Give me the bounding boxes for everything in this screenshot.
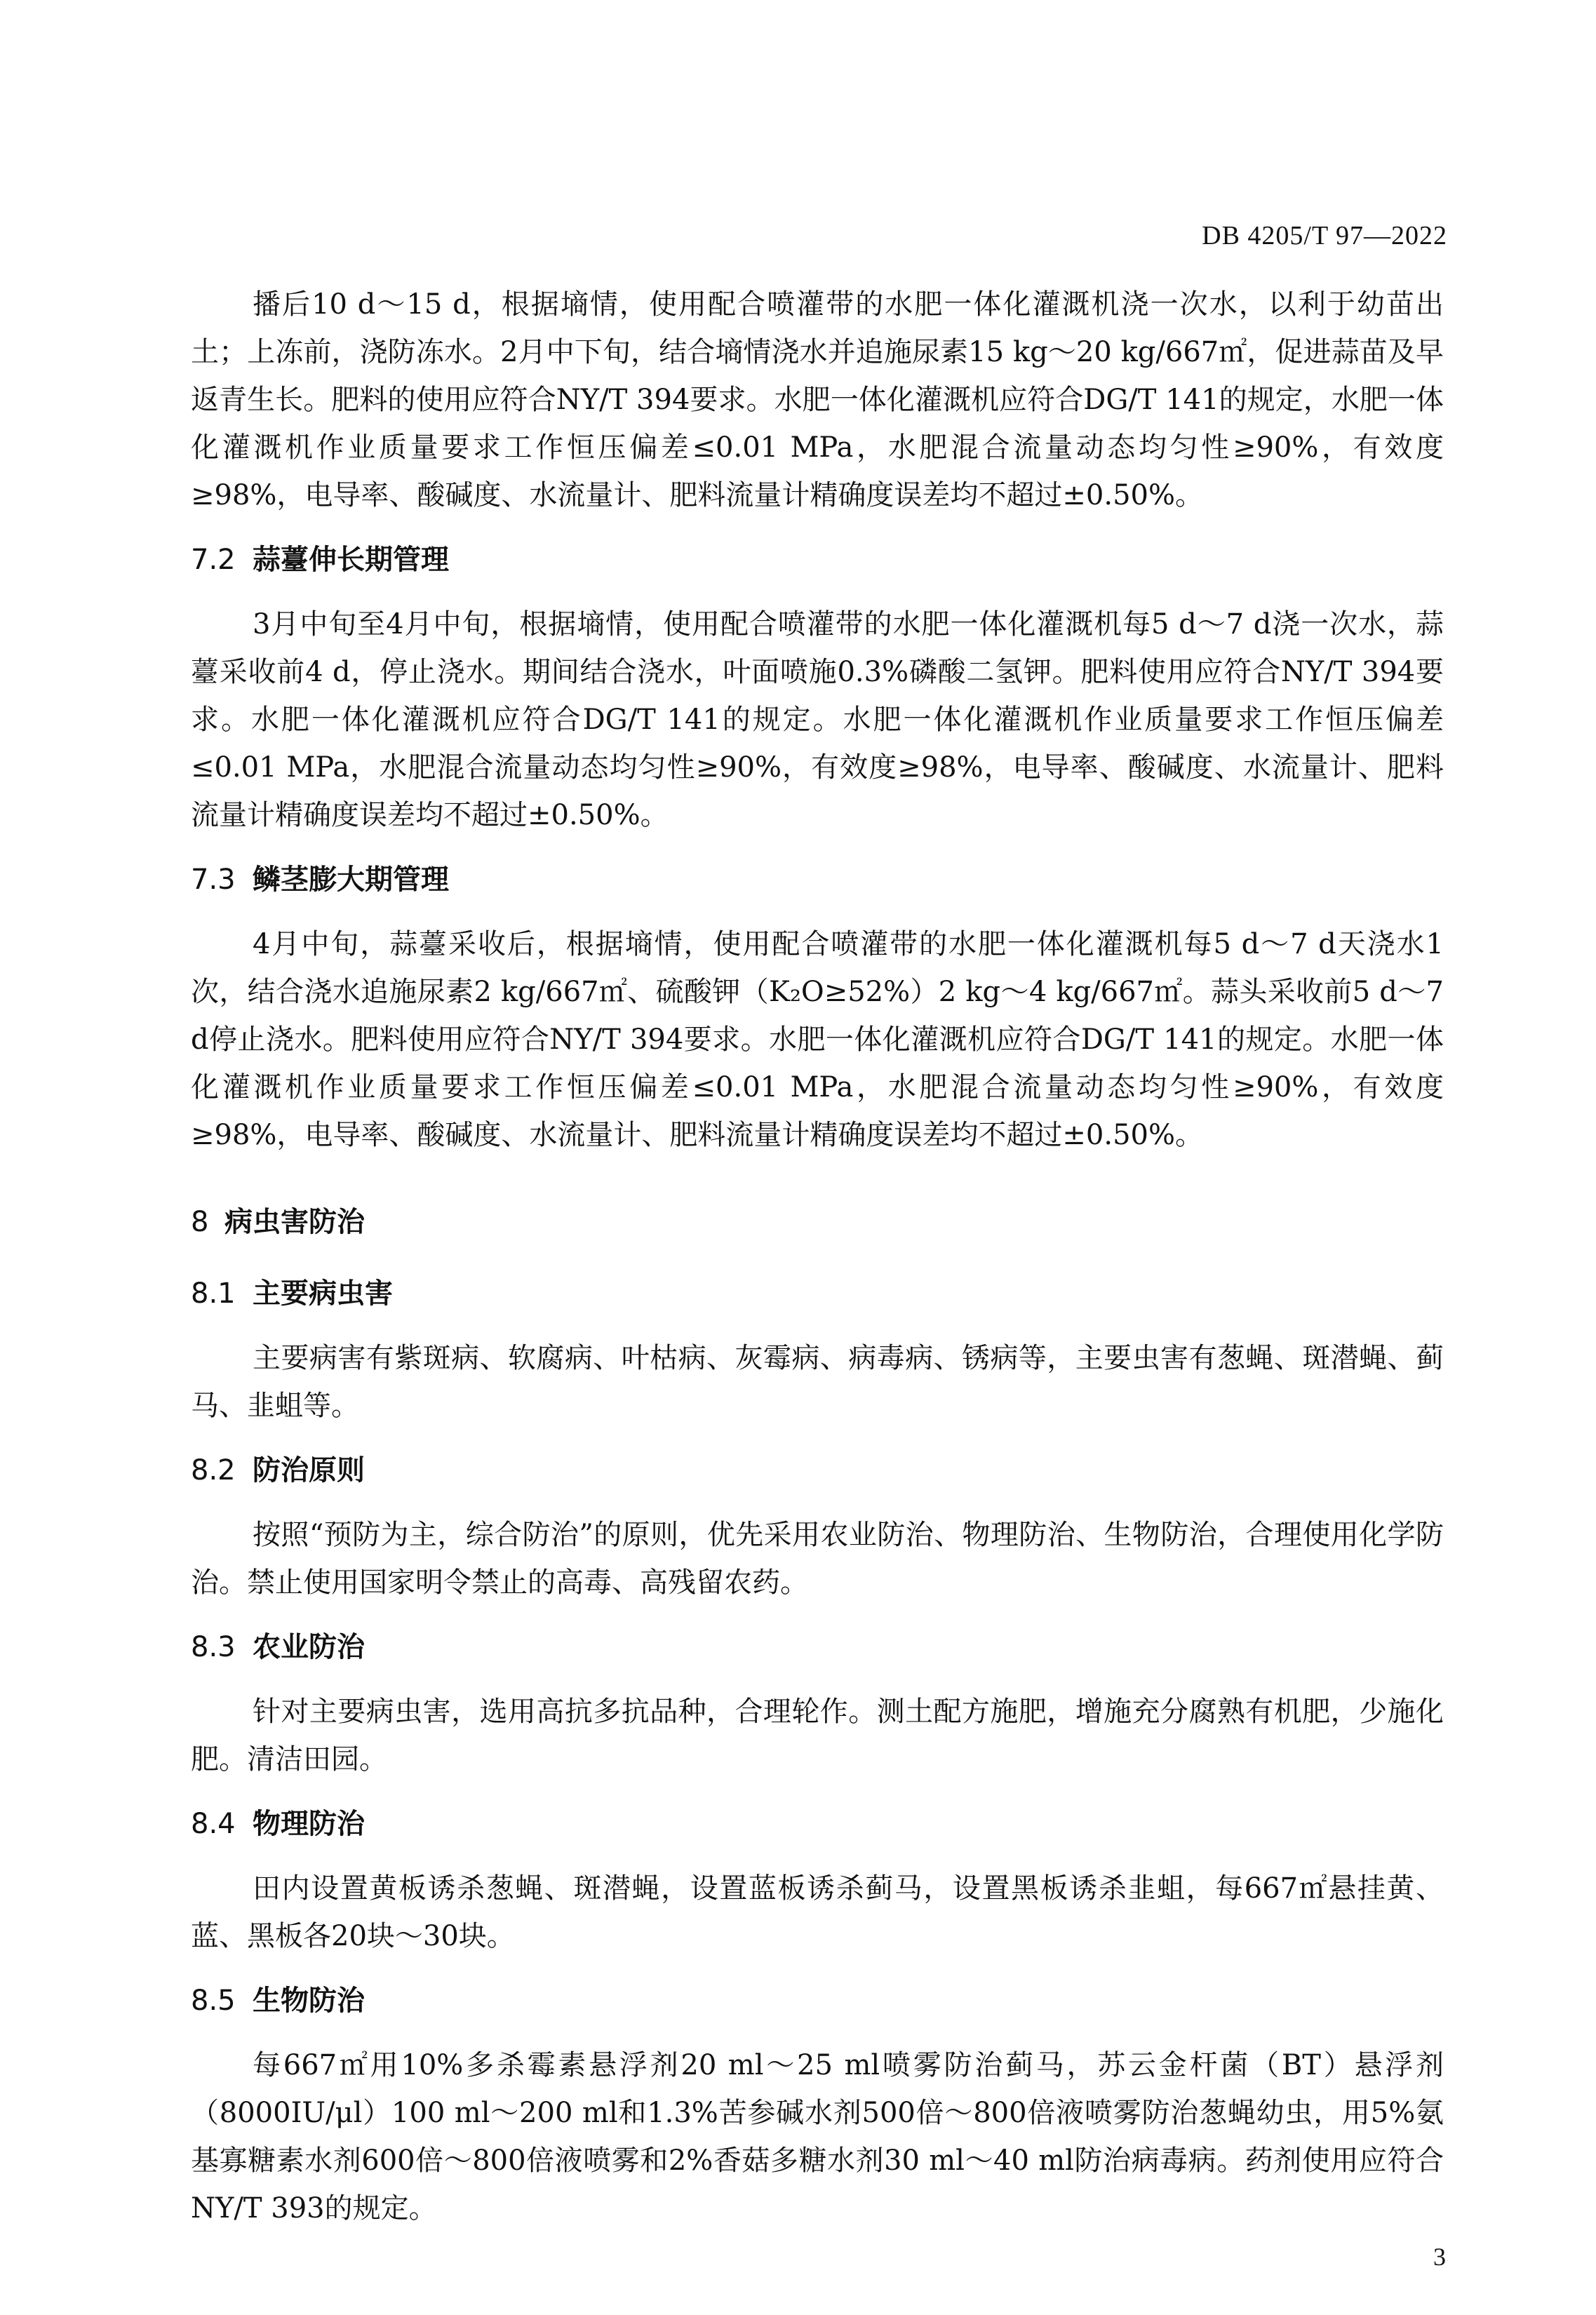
chapter-number: 8 [191, 1206, 209, 1238]
section-number: 8.3 [191, 1631, 236, 1663]
section-number: 7.2 [191, 544, 236, 576]
section-title: 农业防治 [253, 1630, 365, 1663]
section-number: 8.1 [191, 1277, 236, 1310]
section-title: 生物防治 [253, 1984, 365, 2017]
section-heading-8-4 [191, 1800, 1444, 1848]
section-title: 物理防治 [253, 1807, 365, 1840]
paragraph-sowing-irrigation: 播后10 d～15 d，根据墒情，使用配合喷灌带的水肥一体化灌溉机浇一次水，以利于幼苗出土；上冻前，浇防冻水。2月中下旬，结合墒情浇水并追施尿素15 kg～20 kg/667㎡，促进蒜苗及早返青生长。肥料的使用应符合NY/T 394要求。水肥一体化灌溉机应符合DG/T 141的规定，水肥一体化灌溉机作业质量要求工作恒压偏差≤0.01 MPa，水肥混合流量动态均匀性≥90%，有效度≥98%，电导率、酸碱度、水流量计、肥料流量计精确度误差均不超过±0.50%。 [191, 288, 1444, 511]
chapter-title: 病虫害防治 [224, 1205, 365, 1238]
section-heading-8-1 [191, 1270, 1444, 1317]
section-heading-8-5 [191, 1977, 1444, 2025]
page-number: 3 [1433, 2243, 1446, 2271]
paragraph-8-1: 主要病害有紫斑病、软腐病、叶枯病、灰霉病、病毒病、锈病等，主要虫害有葱蝇、斑潜蝇、蓟马、韭蛆等。 [191, 1342, 1444, 1422]
document-id-header: DB 4205/T 97—2022 [1202, 221, 1447, 250]
section-number: 8.4 [191, 1808, 236, 1840]
section-title: 主要病虫害 [253, 1277, 393, 1310]
section-heading-7-3 [191, 856, 1444, 904]
paragraph-8-2: 按照“预防为主，综合防治”的原则，优先采用农业防治、物理防治、生物防治，合理使用化学防治。禁止使用国家明令禁止的高毒、高残留农药。 [191, 1519, 1444, 1599]
paragraph-8-4: 田内设置黄板诱杀葱蝇、斑潜蝇，设置蓝板诱杀蓟马，设置黑板诱杀韭蛆，每667㎡悬挂黄、蓝、黑板各20块～30块。 [191, 1872, 1444, 1952]
section-title: 防治原则 [253, 1454, 365, 1487]
section-number: 8.2 [191, 1454, 236, 1487]
paragraph-7-3: 4月中旬，蒜薹采收后，根据墒情，使用配合喷灌带的水肥一体化灌溉机每5 d～7 d天浇水1次，结合浇水追施尿素2 kg/667㎡、硫酸钾（K₂O≥52%）2 kg～4 kg/667㎡。蒜头采收前5 d～7 d停止浇水。肥料使用应符合NY/T 394要求。水肥一体化灌溉机应符合DG/T 141的规定。水肥一体化灌溉机作业质量要求工作恒压偏差≤0.01 MPa，水肥混合流量动态均匀性≥90%，有效度≥98%，电导率、酸碱度、水流量计、肥料流量计精确度误差均不超过±0.50%。 [191, 928, 1444, 1151]
paragraph-8-3: 针对主要病虫害，选用高抗多抗品种，合理轮作。测土配方施肥，增施充分腐熟有机肥，少施化肥。清洁田园。 [191, 1696, 1444, 1776]
paragraph-7-2: 3月中旬至4月中旬，根据墒情，使用配合喷灌带的水肥一体化灌溉机每5 d～7 d浇一次水，蒜薹采收前4 d，停止浇水。期间结合浇水，叶面喷施0.3%磷酸二氢钾。肥料使用应符合NY/T 394要求。水肥一体化灌溉机应符合DG/T 141的规定。水肥一体化灌溉机作业质量要求工作恒压偏差≤0.01 MPa，水肥混合流量动态均匀性≥90%，有效度≥98%，电导率、酸碱度、水流量计、肥料流量计精确度误差均不超过±0.50%。 [191, 608, 1444, 831]
section-heading-8-3 [191, 1623, 1444, 1671]
section-title: 蒜薹伸长期管理 [253, 543, 449, 576]
section-title: 鳞茎膨大期管理 [253, 863, 449, 896]
section-heading-8-2 [191, 1447, 1444, 1494]
section-number: 7.3 [191, 864, 236, 896]
section-number: 8.5 [191, 1985, 236, 2017]
page-content [191, 281, 1444, 2232]
section-heading-7-2 [191, 536, 1444, 584]
chapter-heading-8 [191, 1198, 1444, 1246]
paragraph-8-5: 每667㎡用10%多杀霉素悬浮剂20 ml～25 ml喷雾防治蓟马，苏云金杆菌（BT）悬浮剂（8000IU/μl）100 ml～200 ml和1.3%苦参碱水剂500倍～800倍液喷雾防治葱蝇幼虫，用5%氨基寡糖素水剂600倍～800倍液喷雾和2%香菇多糖水剂30 ml～40 ml防治病毒病。药剂使用应符合NY/T 393的规定。 [191, 2049, 1444, 2225]
